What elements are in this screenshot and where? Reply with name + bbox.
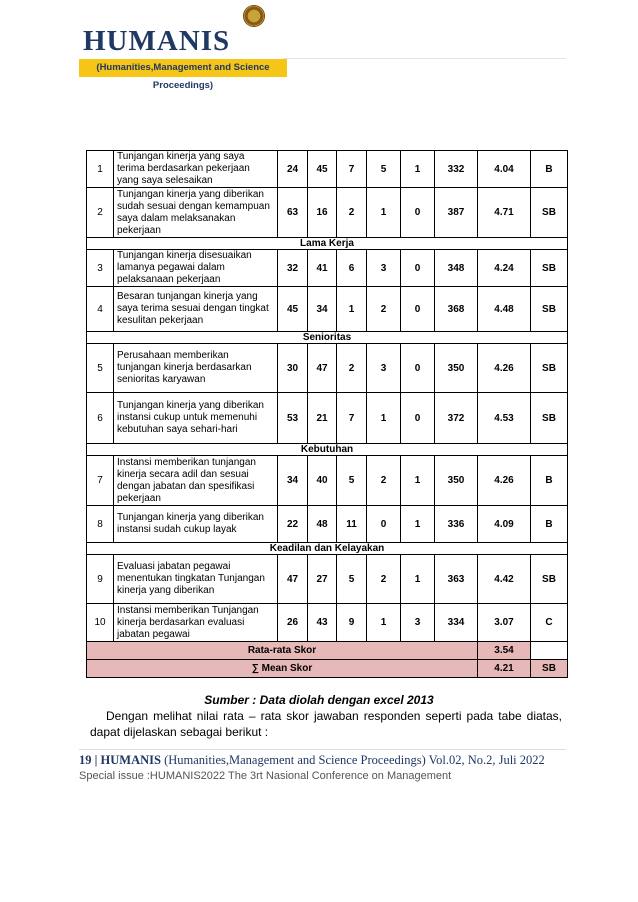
score-cell: 41: [308, 250, 337, 287]
score-cell: 30: [278, 344, 308, 393]
score-cell: 2: [337, 188, 367, 238]
score-cell: 4.24: [478, 250, 531, 287]
score-cell: C: [531, 604, 568, 642]
section-header-row: [87, 332, 568, 344]
table-source: Sumber : Data diolah dengan excel 2013: [204, 693, 434, 707]
statement-text: Tunjangan kinerja yang saya terima berdasarkan pekerjaan yang saya selesaikan: [114, 151, 278, 188]
score-cell: 11: [337, 506, 367, 543]
score-cell: 16: [308, 188, 337, 238]
row-number: 8: [87, 506, 114, 543]
section-header-row: [87, 543, 568, 555]
statement-text: Tunjangan kinerja disesuaikan lamanya pegawai dalam pelaksanaan pekerjaan: [114, 250, 278, 287]
score-cell: 0: [401, 250, 435, 287]
footer-journal-name: HUMANIS: [100, 753, 161, 767]
score-cell: 21: [308, 393, 337, 444]
score-cell: 24: [278, 151, 308, 188]
score-cell: 4.26: [478, 344, 531, 393]
score-cell: B: [531, 456, 568, 506]
table-row: [87, 151, 568, 188]
score-cell: 334: [435, 604, 478, 642]
score-cell: 3.07: [478, 604, 531, 642]
score-cell: 1: [337, 287, 367, 332]
footer-page-number: 19: [79, 753, 92, 767]
score-cell: 3: [367, 344, 401, 393]
score-cell: SB: [531, 555, 568, 604]
section-header-label: Keadilan dan Kelayakan: [87, 543, 568, 555]
score-cell: 372: [435, 393, 478, 444]
score-cell: 34: [308, 287, 337, 332]
row-number: 2: [87, 188, 114, 238]
score-cell: 4.53: [478, 393, 531, 444]
table-row: [87, 456, 568, 506]
score-cell: 4.48: [478, 287, 531, 332]
table-row: [87, 344, 568, 393]
score-cell: 1: [401, 456, 435, 506]
score-table: [86, 150, 568, 678]
row-number: 7: [87, 456, 114, 506]
score-cell: 1: [401, 151, 435, 188]
statement-text: Besaran tunjangan kinerja yang saya terima sesuai dengan tingkat kesulitan pekerjaan: [114, 287, 278, 332]
footer-citation: 19 | HUMANIS (Humanities,Management and Science Proceedings) Vol.02, No.2, Juli 2022: [79, 753, 545, 767]
score-cell: 5: [337, 456, 367, 506]
summary-category: SB: [531, 660, 568, 678]
score-cell: 47: [278, 555, 308, 604]
row-number: 4: [87, 287, 114, 332]
section-header-label: Lama Kerja: [87, 238, 568, 250]
table-row: [87, 506, 568, 543]
statement-text: Perusahaan memberikan tunjangan kinerja berdasarkan senioritas karyawan: [114, 344, 278, 393]
section-header-row: [87, 238, 568, 250]
score-cell: 7: [337, 151, 367, 188]
score-cell: 27: [308, 555, 337, 604]
table-row: [87, 287, 568, 332]
footer-divider: [79, 749, 566, 750]
score-cell: SB: [531, 344, 568, 393]
body-paragraph: Dengan melihat nilai rata – rata skor jawaban responden seperti pada tabe diatas, dapat dijelaskan sebagai berikut :: [90, 709, 562, 739]
score-cell: 2: [367, 555, 401, 604]
score-cell: 0: [401, 393, 435, 444]
score-cell: 63: [278, 188, 308, 238]
score-cell: 40: [308, 456, 337, 506]
score-cell: 0: [401, 287, 435, 332]
score-cell: 22: [278, 506, 308, 543]
score-cell: 34: [278, 456, 308, 506]
score-cell: 45: [278, 287, 308, 332]
summary-category: [531, 642, 568, 660]
statement-text: Tunjangan kinerja yang diberikan instansi cukup untuk memenuhi kebutuhan saya sehari-hari: [114, 393, 278, 444]
score-cell: 32: [278, 250, 308, 287]
score-cell: 350: [435, 344, 478, 393]
score-cell: 4.26: [478, 456, 531, 506]
summary-value: 3.54: [478, 642, 531, 660]
statement-text: Evaluasi jabatan pegawai menentukan tingkatan Tunjangan kinerja yang diberikan: [114, 555, 278, 604]
score-cell: 348: [435, 250, 478, 287]
score-cell: 9: [337, 604, 367, 642]
section-header-label: Senioritas: [87, 332, 568, 344]
footer-journal-details: (Humanities,Management and Science Proceedings) Vol.02, No.2, Juli 2022: [164, 753, 545, 767]
score-cell: 0: [401, 188, 435, 238]
score-cell: 1: [367, 604, 401, 642]
summary-row: [87, 660, 568, 678]
row-number: 5: [87, 344, 114, 393]
row-number: 6: [87, 393, 114, 444]
summary-value: 4.21: [478, 660, 531, 678]
row-number: 10: [87, 604, 114, 642]
score-cell: 336: [435, 506, 478, 543]
score-cell: 1: [367, 393, 401, 444]
score-cell: 45: [308, 151, 337, 188]
footer-special-issue: Special issue :HUMANIS2022 The 3rt Nasional Conference on Management: [79, 770, 452, 782]
score-cell: 0: [401, 344, 435, 393]
score-cell: SB: [531, 393, 568, 444]
journal-subtitle: (Humanities,Management and Science Proceedings): [79, 59, 287, 77]
score-cell: 3: [401, 604, 435, 642]
score-cell: SB: [531, 287, 568, 332]
score-cell: 332: [435, 151, 478, 188]
score-cell: 4.04: [478, 151, 531, 188]
journal-logo-icon: [243, 5, 265, 27]
score-cell: 363: [435, 555, 478, 604]
score-cell: 4.42: [478, 555, 531, 604]
table-row: [87, 250, 568, 287]
score-cell: 47: [308, 344, 337, 393]
score-cell: 2: [367, 287, 401, 332]
row-number: 1: [87, 151, 114, 188]
score-cell: 43: [308, 604, 337, 642]
score-cell: 6: [337, 250, 367, 287]
statement-text: Tunjangan kinerja yang diberikan sudah sesuai dengan kemampuan saya dalam melaksanakan pekerjaan: [114, 188, 278, 238]
score-cell: 0: [367, 506, 401, 543]
score-cell: 48: [308, 506, 337, 543]
section-header-row: [87, 444, 568, 456]
section-header-label: Kebutuhan: [87, 444, 568, 456]
score-cell: B: [531, 506, 568, 543]
score-cell: 2: [337, 344, 367, 393]
score-cell: SB: [531, 188, 568, 238]
score-cell: 1: [367, 188, 401, 238]
statement-text: Tunjangan kinerja yang diberikan instansi sudah cukup layak: [114, 506, 278, 543]
score-cell: 1: [401, 555, 435, 604]
score-cell: 350: [435, 456, 478, 506]
score-cell: 7: [337, 393, 367, 444]
score-cell: 5: [367, 151, 401, 188]
summary-label: Rata-rata Skor: [87, 642, 478, 660]
statement-text: Instansi memberikan Tunjangan kinerja berdasarkan evaluasi jabatan pegawai: [114, 604, 278, 642]
score-cell: 387: [435, 188, 478, 238]
row-number: 3: [87, 250, 114, 287]
row-number: 9: [87, 555, 114, 604]
score-cell: 3: [367, 250, 401, 287]
score-cell: B: [531, 151, 568, 188]
score-cell: 1: [401, 506, 435, 543]
summary-label: ∑ Mean Skor: [87, 660, 478, 678]
score-cell: 2: [367, 456, 401, 506]
table-row: [87, 555, 568, 604]
journal-title: HUMANIS: [83, 25, 231, 57]
score-cell: 26: [278, 604, 308, 642]
score-cell: 368: [435, 287, 478, 332]
score-cell: SB: [531, 250, 568, 287]
header-divider: [283, 58, 566, 59]
score-cell: 4.09: [478, 506, 531, 543]
table-row: [87, 604, 568, 642]
score-cell: 4.71: [478, 188, 531, 238]
score-table-body: [87, 151, 568, 678]
summary-row: [87, 642, 568, 660]
table-row: [87, 188, 568, 238]
statement-text: Instansi memberikan tunjangan kinerja secara adil dan sesuai dengan jabatan dan spesifikasi pekerjaan: [114, 456, 278, 506]
table-row: [87, 393, 568, 444]
score-cell: 5: [337, 555, 367, 604]
score-cell: 53: [278, 393, 308, 444]
